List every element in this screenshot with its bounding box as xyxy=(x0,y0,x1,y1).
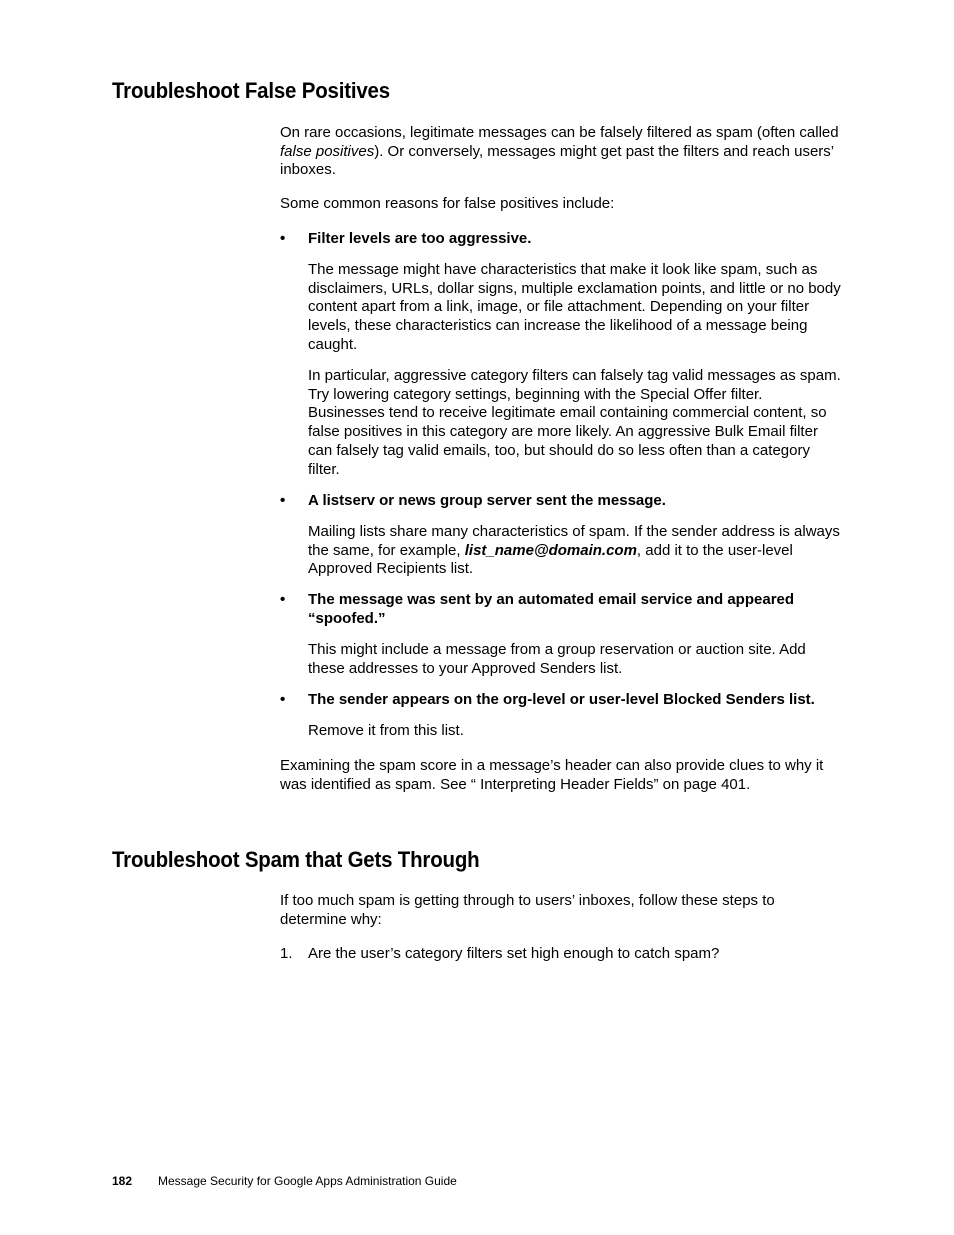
bullet-marker: • xyxy=(280,691,286,708)
list-name-address: list_name@domain.com xyxy=(464,541,637,559)
step-number: 1. xyxy=(280,945,293,962)
bullet-body-blocked: Remove it from this list. xyxy=(308,722,464,739)
bullet-heading-listserv: A listserv or news group server sent the message. xyxy=(308,492,666,509)
footer-guide-title: Message Security for Google Apps Administration Guide xyxy=(158,1174,457,1188)
bullet-marker: • xyxy=(280,591,286,608)
bullet-marker: • xyxy=(280,230,286,247)
intro-text-1: On rare occasions, legitimate messages can be falsely filtered as spam (often called xyxy=(280,124,839,141)
bullet-heading-spoofed: The message was sent by an automated email service and appeared “spoofed.” xyxy=(308,591,795,627)
section-title-spam-through: Troubleshoot Spam that Gets Through xyxy=(112,847,480,872)
bullet-heading-aggressive: Filter levels are too aggressive. xyxy=(308,230,532,247)
bullet-body-listserv xyxy=(308,523,843,579)
section-title-false-positives: Troubleshoot False Positives xyxy=(112,78,390,103)
bullet-body-spoofed: This might include a message from a group reservation or auction site. Add these addresses to your Approved Senders list. xyxy=(308,641,806,677)
intro-text-2: ). Or conversely, messages might get past the filters and reach users’ inboxes. xyxy=(280,142,834,179)
spam-intro-paragraph: If too much spam is getting through to users’ inboxes, follow these steps to determine why: xyxy=(280,892,775,928)
intro-emphasis: false positives xyxy=(280,142,375,160)
bullet-body-aggressive-2: In particular, aggressive category filters can falsely tag valid messages as spam. Try lowering category settings, beginning with the Special Offer filter. Businesses tend to receive legitimate email containing commercial content, so false positives in this category are more likely. An aggressive Bulk Email filter can falsely tag valid emails, too, but should do so less often than a category filter. xyxy=(308,367,841,478)
bullet-body-aggressive-1: The message might have characteristics that make it look like spam, such as disclaimers, URLs, dollar signs, multiple exclamation points, and little or no body content apart from a link, image, or file attachment. Depending on your filter levels, these characteristics can increase the likelihood of a message being caught. xyxy=(308,261,841,353)
intro-paragraph xyxy=(280,124,845,180)
closing-paragraph: Examining the spam score in a message’s header can also provide clues to why it was identified as spam. See “ Interpreting Header Fields” on page 401. xyxy=(280,757,824,793)
reasons-lead: Some common reasons for false positives include: xyxy=(280,195,615,212)
bullet-marker: • xyxy=(280,492,286,509)
page-number: 182 xyxy=(112,1174,133,1188)
bullet-heading-blocked: The sender appears on the org-level or user-level Blocked Senders list. xyxy=(308,691,815,708)
listserv-text-2: , add it to the user-level Approved Recipients list. xyxy=(308,541,793,578)
listserv-text-1: Mailing lists share many characteristics of spam. If the sender address is always the same, for example, xyxy=(308,523,840,559)
step-1-text: Are the user’s category filters set high enough to catch spam? xyxy=(308,945,720,962)
